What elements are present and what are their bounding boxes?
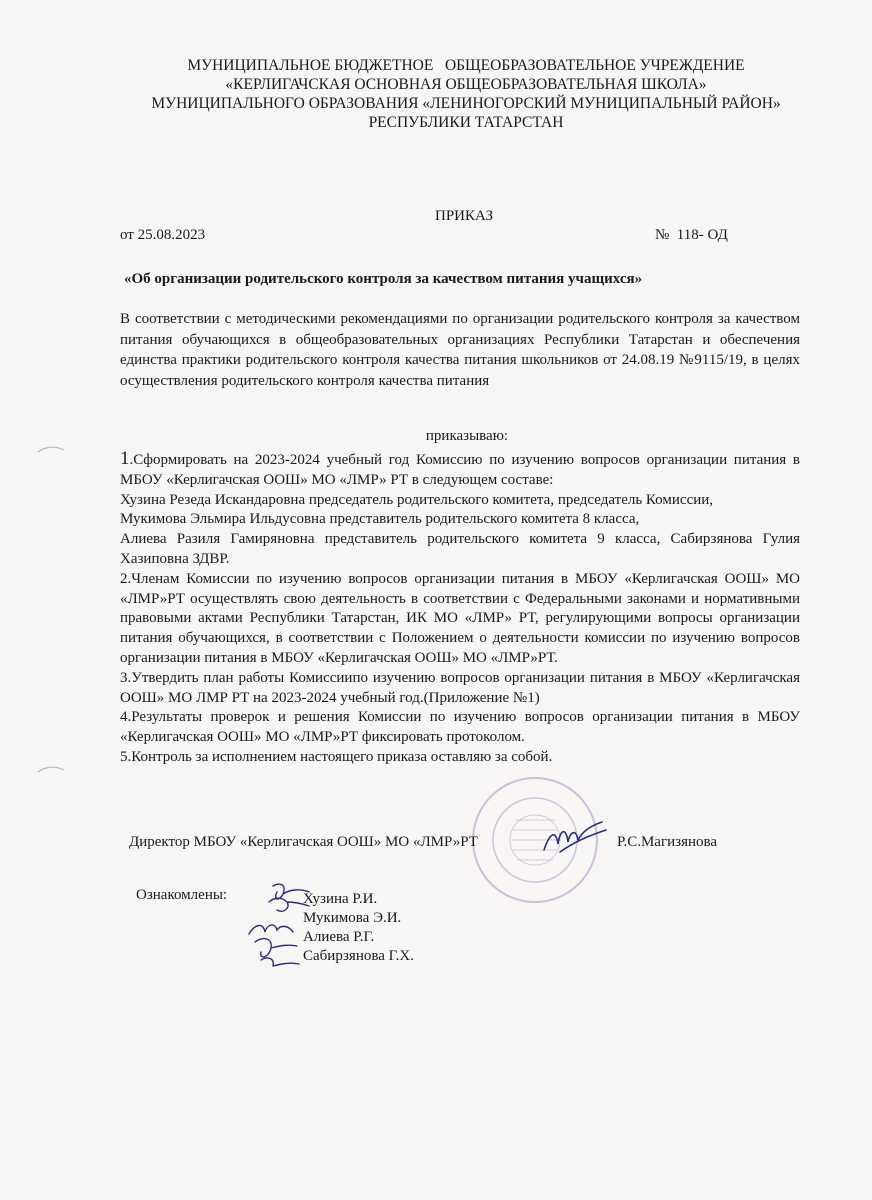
acknowledged-name: Хузина Р.И. <box>303 891 378 907</box>
director-signature <box>540 812 610 862</box>
header-line-2: «КЕРЛИГАЧСКАЯ ОСНОВНАЯ ОБЩЕОБРАЗОВАТЕЛЬНАЯ ШКОЛА» <box>225 76 707 93</box>
preamble-paragraph: В соответствии с методическими рекомендациями по организации родительского контроля за качеством питания обучающихся в общеобразовательных организациях Республики Татарстан и обеспечения единства практики родительского контроля качества питания школьников от 24.08.19 №9115/19, в целях осуществления родительского контроля качества питания <box>120 311 800 389</box>
acknowledged-name: Мукимова Э.И. <box>303 910 402 926</box>
order-word: приказываю: <box>425 428 509 444</box>
acknowledged-list <box>303 890 414 966</box>
order-item-2: 2.Членам Комиссии по изучению вопросов организации питания в МБОУ «Керлигачская ООШ» МО «ЛМР»РТ осуществлять свою деятельность в соответствии с Федеральными законами и нормативными правовыми актами Республики Татарстан, ИК МО «ЛМР» РТ, регулирующими вопросы организации питания обучающихся, в соответствии с Положением о деятельности комиссии по изучению вопросов организации питания в МБОУ «Керлигачская ООШ» МО «ЛМР»РТ. <box>120 570 800 666</box>
director-title: Директор МБОУ «Керлигачская ООШ» МО «ЛМР»РТ <box>129 834 478 850</box>
header-line-1: МУНИЦИПАЛЬНОЕ БЮДЖЕТНОЕ ОБЩЕОБРАЗОВАТЕЛЬНОЕ УЧРЕЖДЕНИЕ <box>187 57 745 74</box>
director-name: Р.С.Магизянова <box>617 834 718 850</box>
document-type: ПРИКАЗ <box>435 208 493 224</box>
scan-mark <box>36 762 66 776</box>
document-date: от 25.08.2023 <box>120 227 206 243</box>
order-item-1-text: .Сформировать на 2023-2024 учебный год Комиссию по изучению вопросов организации питания в МБОУ «Керлигачская ООШ» МО «ЛМР» РТ в следующем составе: <box>120 452 800 488</box>
header-line-4: РЕСПУБЛИКИ ТАТАРСТАН <box>368 114 564 131</box>
order-item-4: 4.Результаты проверок и решения Комиссии по изучению вопросов организации питания в МБОУ «Керлигачская ООШ» МО «ЛМР»РТ фиксировать протоколом. <box>120 709 800 746</box>
document-subject: «Об организации родительского контроля за качеством питания учащихся» <box>124 271 643 287</box>
order-items <box>120 449 800 768</box>
header-line-3: МУНИЦИПАЛЬНОГО ОБРАЗОВАНИЯ «ЛЕНИНОГОРСКИЙ МУНИЦИПАЛЬНЫЙ РАЙОН» <box>151 95 781 112</box>
acknowledged-label: Ознакомлены: <box>136 887 228 903</box>
order-item-1 <box>120 449 800 491</box>
order-item-1-number: 1 <box>120 448 130 469</box>
order-item-5: 5.Контроль за исполнением настоящего приказа оставляю за собой. <box>120 748 553 765</box>
org-header <box>100 56 832 132</box>
commission-member-1: Хузина Резеда Искандаровна председатель родительского комитета, председатель Комиссии, <box>120 491 714 508</box>
commission-member-2: Мукимова Эльмира Ильдусовна представитель родительского комитета 8 класса, <box>120 511 640 528</box>
scan-mark <box>36 442 66 456</box>
acknowledgement-signatures <box>243 880 311 976</box>
acknowledged-name: Алиева Р.Г. <box>303 929 375 945</box>
acknowledged-name: Сабирзянова Г.Х. <box>303 948 414 964</box>
order-item-3: 3.Утвердить план работы Комиссиипо изучению вопросов организации питания в МБОУ «Керлигачская ООШ» МО ЛМР РТ на 2023-2024 учебный год.(Приложение №1) <box>120 669 800 706</box>
commission-member-3: Алиева Разиля Гамиряновна представитель родительского комитета 9 класса, Сабирзянова Гулия Хазиповна ЗДВР. <box>120 531 800 567</box>
document-number: № 118- ОД <box>655 227 728 243</box>
